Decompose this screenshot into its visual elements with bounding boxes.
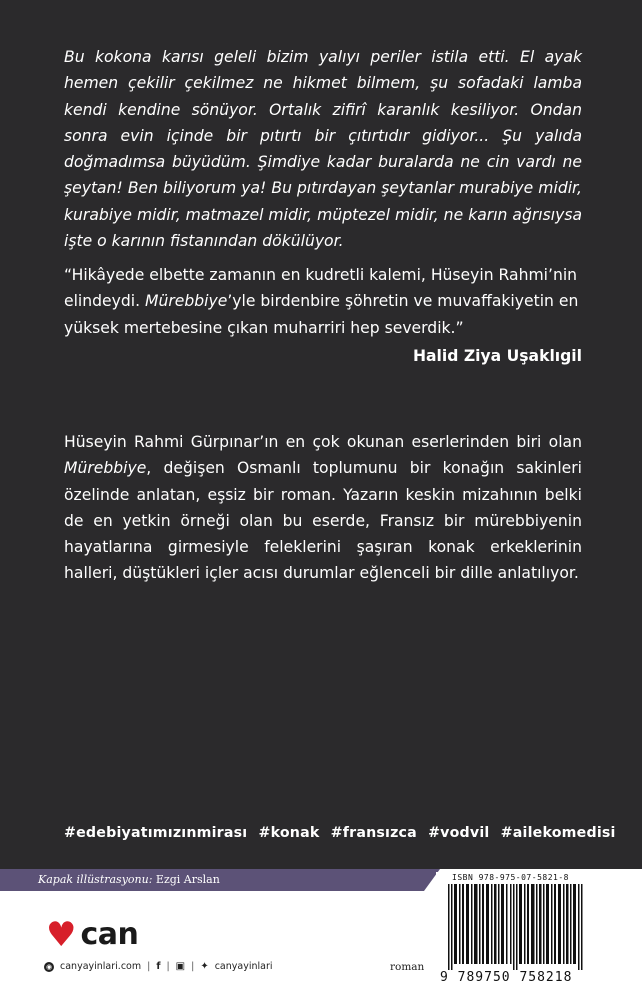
hashtag-list bbox=[64, 825, 616, 841]
review-author: Halid Ziya Uşaklıgil bbox=[412, 347, 582, 365]
divider: | bbox=[147, 961, 151, 972]
publisher-logo bbox=[46, 914, 139, 955]
hashtag: #konak bbox=[258, 825, 320, 841]
excerpt-quote: Bu kokona karısı geleli bizim yalıyı periler istila etti. El ayak hemen çekilir çekilmez ne hikmet bilmem, şu sofadaki lamba kendi kendine sönüyor. Ortalık zifirî karanlık kesiliyor. Ondan sonra evin içinde bir pıtırtı bir çıtırtıdır gidiyor... Şu yalıda doğmadımsa büyüdüm. Şimdiye kadar buralarda ne cin vardı ne şeytan! Ben biliyorum ya! Bu pıtırdayan şeytanlar murabiye midir, kurabiye midir, matmazel midir, müptezel midir, ne karın ağrısıysa işte o karının fistanından dökülüyor. bbox=[64, 48, 582, 251]
illustration-credit bbox=[38, 873, 220, 886]
divider: | bbox=[191, 961, 195, 972]
isbn-label: ISBN 978-975-07-5821-8 bbox=[452, 873, 569, 882]
globe-icon: ◉ bbox=[45, 962, 53, 971]
blurb-before: Hüseyin Rahmi Gürpınar’ın en çok okunan eserlerinden biri olan bbox=[64, 433, 582, 451]
review-quote-after: ’yle birdenbire şöhretin ve muvaffakiyetin en yüksek mertebesine çıkan muharriri hep severdik.” bbox=[64, 292, 579, 337]
genre-label: roman bbox=[390, 961, 425, 973]
isbn-barcode bbox=[436, 872, 592, 990]
credit-name: Ezgi Arslan bbox=[155, 873, 220, 886]
divider: | bbox=[166, 961, 170, 972]
blurb-book-title: Mürebbiye bbox=[64, 459, 147, 478]
publisher-logo-text: can bbox=[80, 917, 139, 952]
review-quote bbox=[64, 262, 582, 341]
facebook-icon[interactable]: f bbox=[156, 961, 161, 972]
review-quote-book-title: Mürebbiye bbox=[145, 292, 228, 311]
barcode-icon bbox=[448, 884, 588, 970]
blurb-after: , değişen Osmanlı toplumunu bir konağın sakinleri özelinde anlatan, eşsiz bir roman. Yazarın keskin mizahının belki de en yetkin örneği olan bu eserde, Fransız bir mürebbiyenin hayatlarına girmesiyle feleklerini şaşıran konak erkeklerinin halleri, düştükleri içler acısı durumlar eğlenceli bir dille anlatılıyor. bbox=[64, 459, 582, 583]
instagram-icon[interactable]: ▣ bbox=[175, 961, 186, 972]
credit-label: Kapak illüstrasyonu: bbox=[38, 873, 153, 886]
publisher-contact bbox=[44, 961, 273, 972]
book-description bbox=[64, 429, 582, 587]
hashtag: #fransızca bbox=[330, 825, 417, 841]
review-quote-before: “Hikâyede elbette zamanın en kudretli kalemi, Hüseyin Rahmi’nin elindeydi. bbox=[64, 266, 578, 311]
isbn-number: 9 789750 758218 bbox=[440, 970, 573, 985]
twitter-icon[interactable]: ✦ bbox=[200, 961, 209, 972]
heart-icon: ♥ bbox=[46, 914, 77, 955]
hashtag: #ailekomedisi bbox=[500, 825, 616, 841]
hashtag: #vodvil bbox=[428, 825, 490, 841]
social-handle[interactable]: canyayinlari bbox=[214, 961, 273, 972]
hashtag: #edebiyatımızınmirası bbox=[64, 825, 248, 841]
website-link[interactable]: canyayinlari.com bbox=[60, 961, 142, 972]
